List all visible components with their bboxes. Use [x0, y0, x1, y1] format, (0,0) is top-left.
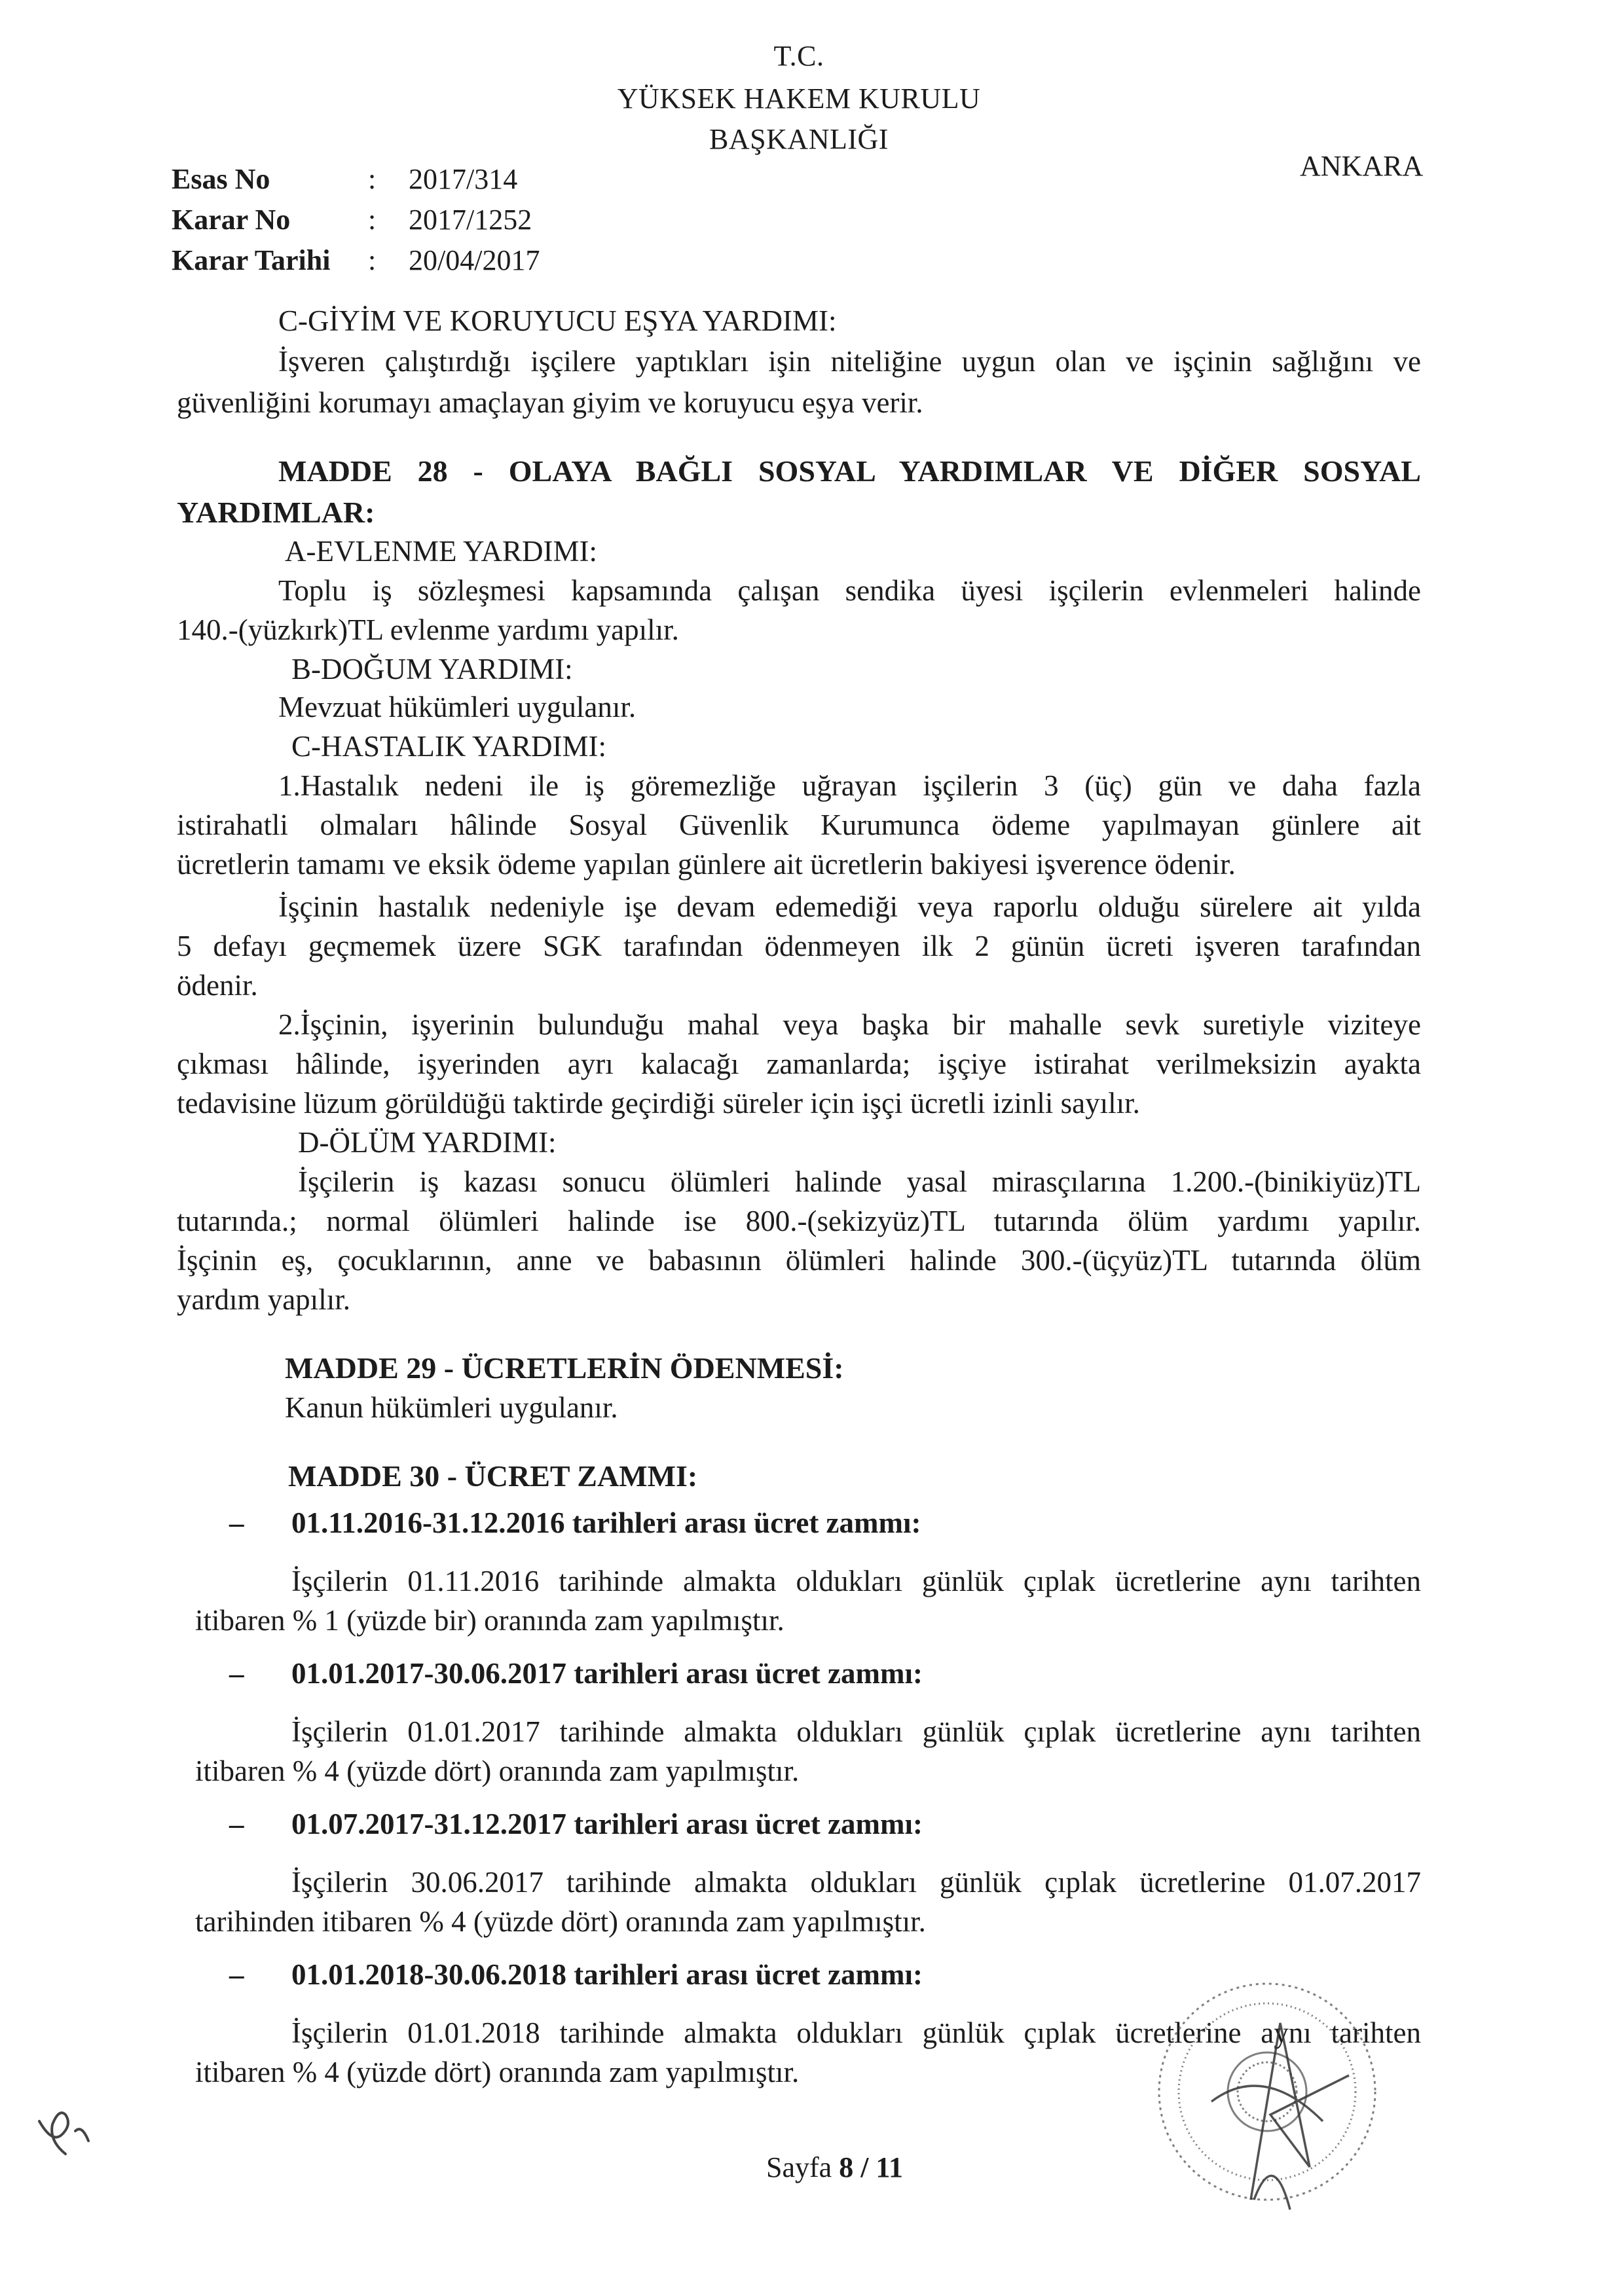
- paragraph-line: Mevzuat hükümleri uygulanır.: [278, 691, 637, 723]
- raise-period-heading: [229, 1958, 923, 1992]
- paragraph-line: ödenir.: [177, 969, 258, 1002]
- paragraph-line: 2.İşçinin, işyerinin bulunduğu mahal veya başka bir mahalle sevk suretiyle viziteye: [278, 1008, 1421, 1041]
- paragraph-line: İşveren çalıştırdığı işçilere yaptıkları işin niteliğine uygun olan ve işçinin sağlığını ve: [278, 345, 1421, 378]
- paragraph-line: itibaren % 1 (yüzde bir) oranında zam yapılmıştır.: [195, 1604, 784, 1637]
- dash-marker: –: [229, 1657, 244, 1690]
- paragraph-line: İşçinin eş, çocuklarının, anne ve babasının ölümleri halinde 300.-(üçyüz)TL tutarında ölüm: [177, 1244, 1421, 1277]
- article-heading: MADDE 29 - ÜCRETLERİN ÖDENMESİ:: [285, 1351, 844, 1385]
- meta-label: Karar Tarihi: [172, 244, 331, 276]
- paragraph-line: itibaren % 4 (yüzde dört) oranında zam yapılmıştır.: [195, 1755, 800, 1787]
- page-count: 8 / 11: [839, 2151, 903, 2183]
- paragraph-line: Kanun hükümleri uygulanır.: [285, 1391, 618, 1424]
- raise-period-heading: [229, 1807, 923, 1841]
- paragraph-line: tarihinden itibaren % 4 (yüzde dört) oranında zam yapılmıştır.: [195, 1905, 926, 1938]
- meta-value: 2017/1252: [409, 204, 532, 236]
- paragraph-line: İşçilerin 01.11.2016 tarihinde almakta oldukları günlük çıplak ücretlerine aynı tarihten: [291, 1565, 1421, 1597]
- meta-value: 20/04/2017: [409, 244, 540, 276]
- paragraph-line: İşçilerin iş kazası sonucu ölümleri halinde yasal mirasçılarına 1.200.-(binikiyüz)TL: [298, 1165, 1421, 1198]
- meta-label: Karar No: [172, 204, 291, 236]
- meta-row-esas: [172, 162, 540, 203]
- paragraph-line: İşçinin hastalık nedeniyle işe devam edemediği veya raporlu olduğu sürelere ait yılda: [278, 890, 1421, 923]
- header-tc: T.C.: [773, 40, 824, 72]
- paragraph-line: İşçilerin 01.01.2018 tarihinde almakta oldukları günlük çıplak ücretlerine aynı tarihten: [291, 2016, 1421, 2049]
- dash-marker: –: [229, 1808, 244, 1840]
- paragraph-line: Toplu iş sözleşmesi kapsamında çalışan sendika üyesi işçilerin evlenmeleri halinde: [278, 574, 1421, 607]
- paragraph-line: 1.Hastalık nedeni ile iş göremezliğe uğrayan işçilerin 3 (üç) gün ve daha fazla: [278, 769, 1421, 802]
- dash-marker: –: [229, 1506, 244, 1539]
- paragraph-line: çıkması hâlinde, işyerinden ayrı kalacağı zamanlarda; işçiye istirahat verilmeksizin ayakta: [177, 1048, 1421, 1080]
- article-heading: MADDE 28 - OLAYA BAĞLI SOSYAL YARDIMLAR VE DİĞER SOSYAL: [278, 454, 1421, 488]
- official-seal-stamp: [1113, 1951, 1428, 2226]
- paragraph-line: 140.-(yüzkırk)TL evlenme yardımı yapılır.: [177, 613, 679, 646]
- raise-period-title: 01.11.2016-31.12.2016 tarihleri arası ücret zammı:: [291, 1506, 921, 1539]
- paragraph-line: yardım yapılır.: [177, 1283, 350, 1316]
- meta-row-karar: [172, 203, 540, 244]
- paragraph-line: istirahatli olmaları hâlinde Sosyal Güvenlik Kurumunca ödeme yapılmayan günlere ait: [177, 809, 1421, 841]
- section-heading: C-HASTALIK YARDIMI:: [291, 730, 606, 763]
- paragraph-line: tutarında.; normal ölümleri halinde ise 800.-(sekizyüz)TL tutarında ölüm yardımı yapılır.: [177, 1205, 1421, 1237]
- paragraph-line: ücretlerin tamamı ve eksik ödeme yapılan günlere ait ücretlerin bakiyesi işverence ödenir.: [177, 848, 1236, 881]
- dash-marker: –: [229, 1958, 244, 1991]
- header-city: ANKARA: [1300, 150, 1424, 182]
- article-heading: YARDIMLAR:: [177, 496, 375, 529]
- meta-value: 2017/314: [409, 163, 518, 195]
- header-presidency: BAŞKANLIĞI: [709, 123, 889, 155]
- paragraph-line: tedavisine lüzum görüldüğü taktirde geçirdiği süreler için işçi ücretli izinli sayılır.: [177, 1087, 1140, 1120]
- paragraph-line: İşçilerin 30.06.2017 tarihinde almakta oldukları günlük çıplak ücretlerine 01.07.2017: [291, 1866, 1421, 1899]
- meta-row-karar-tarihi: [172, 244, 540, 284]
- paragraph-line: 5 defayı geçmemek üzere SGK tarafından ödenmeyen ilk 2 günün ücreti işveren tarafından: [177, 930, 1421, 962]
- raise-period-title: 01.07.2017-31.12.2017 tarihleri arası ücret zammı:: [291, 1808, 923, 1840]
- header-institution: YÜKSEK HAKEM KURULU: [617, 82, 981, 115]
- article-heading: MADDE 30 - ÜCRET ZAMMI:: [288, 1459, 698, 1493]
- raise-period-heading: [229, 1506, 921, 1540]
- section-heading: A-EVLENME YARDIMI:: [285, 535, 598, 568]
- paragraph-line: itibaren % 4 (yüzde dört) oranında zam yapılmıştır.: [195, 2056, 800, 2088]
- page-number: [766, 2151, 903, 2184]
- meta-colon: :: [368, 204, 377, 236]
- raise-period-title: 01.01.2018-30.06.2018 tarihleri arası ücret zammı:: [291, 1958, 923, 1991]
- case-meta: [172, 162, 540, 284]
- section-heading: D-ÖLÜM YARDIMI:: [298, 1126, 557, 1159]
- meta-colon: :: [368, 244, 377, 276]
- raise-period-heading: [229, 1656, 923, 1690]
- meta-colon: :: [368, 163, 377, 195]
- section-heading: C-GİYİM VE KORUYUCU EŞYA YARDIMI:: [278, 304, 837, 337]
- page-prefix: Sayfa: [766, 2151, 832, 2183]
- paragraph-line: İşçilerin 01.01.2017 tarihinde almakta oldukları günlük çıplak ücretlerine aynı tarihten: [291, 1715, 1421, 1748]
- section-heading: B-DOĞUM YARDIMI:: [291, 653, 573, 685]
- paragraph-line: güvenliğini korumayı amaçlayan giyim ve koruyucu eşya verir.: [177, 386, 923, 419]
- handwritten-mark-icon: [26, 2105, 98, 2164]
- raise-period-title: 01.01.2017-30.06.2017 tarihleri arası ücret zammı:: [291, 1657, 923, 1690]
- meta-label: Esas No: [172, 163, 270, 195]
